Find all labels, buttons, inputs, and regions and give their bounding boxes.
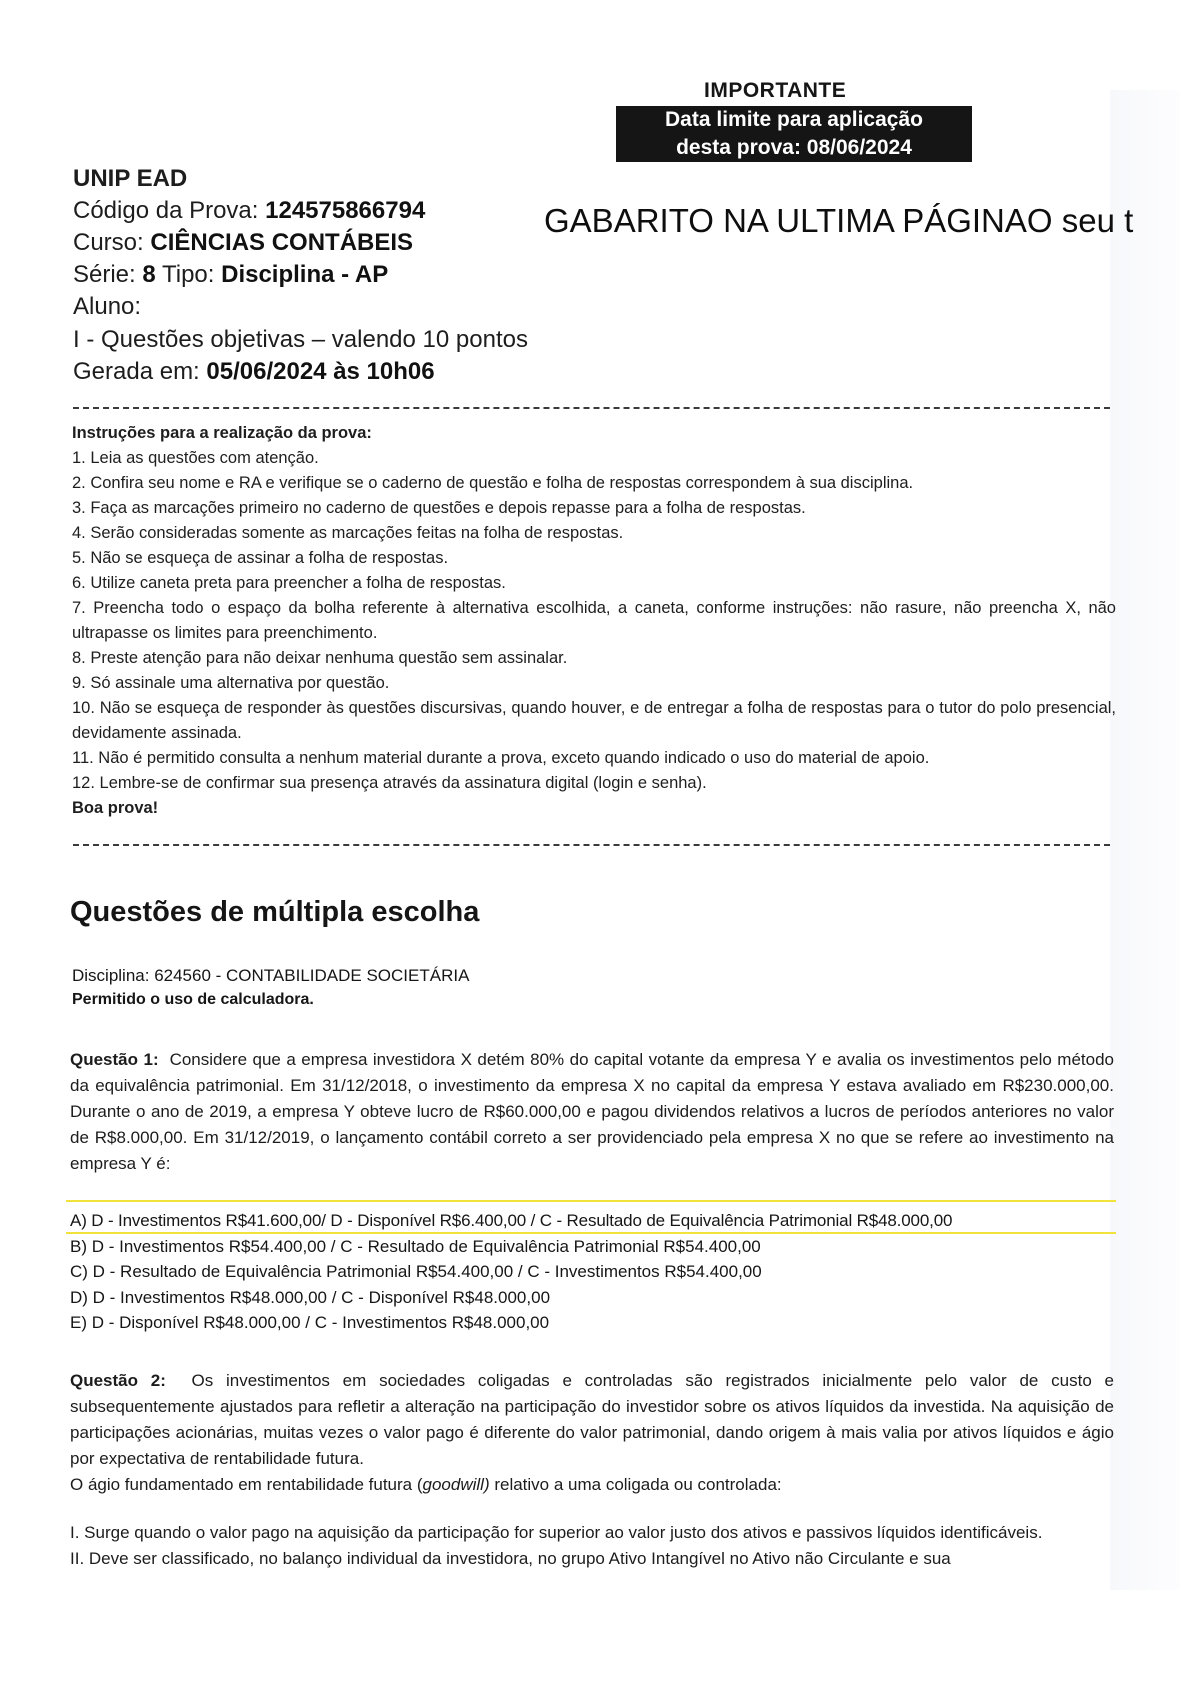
dashed-divider-bottom (73, 844, 1110, 846)
discipline-info (72, 964, 469, 1012)
instruction-item: 6. Utilize caneta preta para preencher a folha de respostas. (72, 574, 506, 592)
objective-questions-info: I - Questões objetivas – valendo 10 pontos (73, 326, 528, 353)
instruction-item: 12. Lembre-se de confirmar sua presença através da assinatura digital (login e senha). (72, 774, 707, 792)
instructions-block (72, 421, 1116, 821)
dashed-divider-top (73, 407, 1110, 409)
prompt-after: relativo a uma coligada ou controlada: (489, 1475, 782, 1494)
question-2-text: Os investimentos em sociedades coligadas e controladas são registrados inicialmente pelo valor de custo e subsequentemente ajustados para refletir a alteração na participação do investidor sobre os ativos líquidos da investida. Na aquisição de participações acionárias, muitas vezes o valor pago é diferente do valor patrimonial, dando origem à mais valia por ativos líquidos e ágio por expectativa de rentabilidade futura. (70, 1371, 1115, 1468)
prompt-before: O ágio fundamentado em rentabilidade futura ( (70, 1475, 423, 1494)
instruction-item: 1. Leia as questões com atenção. (72, 449, 319, 467)
student-label: Aluno: (73, 293, 142, 320)
instruction-item: 9. Só assinale uma alternativa por questão. (72, 674, 390, 692)
series-type (73, 261, 388, 289)
instruction-item: 7. Preencha todo o espaço da bolha referente à alternativa escolhida, a caneta, conforme instruções: não rasure, não preencha X, não ultrapasse os limites para preenchimento. (72, 599, 1116, 642)
prompt-term: goodwill) (422, 1475, 490, 1494)
instruction-item: 3. Faça as marcações primeiro no caderno de questões e depois repasse para a folha de respostas. (72, 499, 806, 517)
course (73, 229, 413, 257)
question-2-text-wrap (70, 1368, 1114, 1472)
question-2 (70, 1368, 1114, 1572)
instruction-item: 5. Não se esqueça de assinar a folha de respostas. (72, 549, 449, 567)
series-label: Série: (73, 261, 143, 288)
bleed-through-shadow (1110, 90, 1180, 1590)
section-title: Questões de múltipla escolha (70, 896, 480, 928)
option-b[interactable]: B) D - Investimentos R$54.400,00 / C - Resultado de Equivalência Patrimonial R$54.400,00 (70, 1236, 761, 1256)
deadline-line-2: desta prova: 08/06/2024 (676, 136, 912, 159)
statement-ii: II. Deve ser classificado, no balanço individual da investidora, no grupo Ativo Intangível no Ativo não Circulante e sua (70, 1549, 951, 1568)
statement-i: I. Surge quando o valor pago na aquisição da participação for superior ao valor justo dos ativos e passivos líquidos identificáveis. (70, 1523, 1043, 1542)
type-value: Disciplina - AP (221, 261, 389, 288)
question-1-text: Considere que a empresa investidora X detém 80% do capital votante da empresa Y e avalia os investimentos pelo método da equivalência patrimonial. Em 31/12/2018, o investimento da empresa X no capital da empresa Y estava avaliado em R$230.000,00. Durante o ano de 2019, a empresa Y obteve lucro de R$60.000,00 e pagou dividendos relativos a lucros de períodos anteriores no valor de R$8.000,00. Em 31/12/2019, o lançamento contábil correto a ser providenciado pela empresa X no que se refere ao investimento na empresa Y é: (70, 1050, 1115, 1173)
exam-code-value: 124575866794 (265, 197, 426, 224)
option-e[interactable]: E) D - Disponível R$48.000,00 / C - Investimentos R$48.000,00 (70, 1313, 550, 1332)
discipline-line: Disciplina: 624560 - CONTABILIDADE SOCIETÁRIA (72, 966, 470, 985)
course-label: Curso: (73, 229, 151, 256)
generated-label: Gerada em: (73, 358, 207, 385)
generated-at (73, 358, 435, 386)
option-d[interactable]: D) D - Investimentos R$48.000,00 / C - Disponível R$48.000,00 (70, 1287, 551, 1307)
course-value: CIÊNCIAS CONTÁBEIS (150, 229, 414, 256)
question-1 (70, 1047, 1114, 1177)
type-label: Tipo: (155, 261, 222, 288)
important-label: IMPORTANTE (704, 79, 847, 102)
option-a[interactable]: A) D - Investimentos R$41.600,00/ D - Disponível R$6.400,00 / C - Resultado de Equivalência Patrimonial R$48.000,00 (70, 1211, 953, 1230)
question-1-options (70, 1208, 1114, 1336)
exam-code-label: Código da Prova: (73, 197, 266, 224)
closing-text: Boa prova! (72, 799, 159, 817)
instruction-item: 11. Não é permitido consulta a nenhum material durante a prova, exceto quando indicado o uso do material de apoio. (72, 749, 930, 767)
question-2-label: Questão 2: (70, 1371, 166, 1390)
instruction-item: 8. Preste atenção para não deixar nenhuma questão sem assinalar. (72, 649, 568, 667)
calculator-note: Permitido o uso de calculadora. (72, 991, 314, 1008)
highlight-line-above (66, 1200, 1116, 1202)
institution-name: UNIP EAD (73, 165, 188, 192)
question-1-label: Questão 1: (70, 1050, 159, 1069)
spacer (70, 1498, 1114, 1520)
instruction-item: 2. Confira seu nome e RA e verifique se o caderno de questão e folha de respostas correspondem à sua disciplina. (72, 474, 914, 492)
series-value: 8 (142, 261, 156, 288)
question-2-prompt (70, 1472, 1114, 1498)
deadline-line-1: Data limite para aplicação (665, 108, 923, 131)
option-c[interactable]: C) D - Resultado de Equivalência Patrimonial R$54.400,00 / C - Investimentos R$54.400,00 (70, 1262, 762, 1281)
question-1-text-wrap (70, 1047, 1114, 1177)
instruction-item: 10. Não se esqueça de responder às questões discursivas, quando houver, e de entregar a folha de respostas para o tutor do polo presencial, devidamente assinada. (72, 699, 1116, 742)
deadline-notice (616, 106, 972, 162)
exam-code (73, 197, 425, 225)
generated-value: 05/06/2024 às 10h06 (206, 358, 435, 385)
gabarito-note: GABARITO NA ULTIMA PÁGINAO seu t (544, 202, 1134, 239)
instruction-item: 4. Serão consideradas somente as marcações feitas na folha de respostas. (72, 524, 624, 542)
instructions-title: Instruções para a realização da prova: (72, 424, 372, 442)
